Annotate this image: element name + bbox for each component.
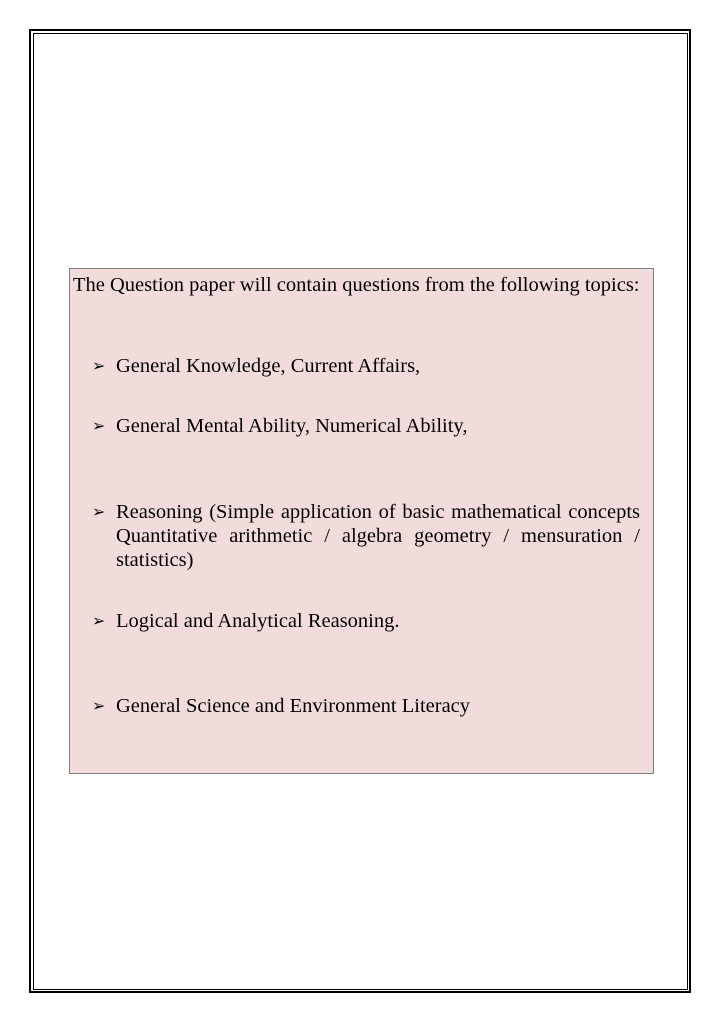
topic-text: General Mental Ability, Numerical Ability, (116, 415, 468, 437)
arrow-bullet-icon: ➢ (92, 416, 106, 435)
topic-text: Reasoning (Simple application of basic mathematical concepts Quantitative arithmetic / algebra geometry / mensuration / statistics) (116, 501, 640, 571)
topic-item-logical-reasoning (92, 609, 640, 633)
arrow-bullet-icon: ➢ (92, 611, 106, 630)
arrow-bullet-icon: ➢ (92, 356, 106, 375)
topics-box (69, 268, 654, 774)
topic-text: General Knowledge, Current Affairs, (116, 355, 421, 377)
topic-text: Logical and Analytical Reasoning. (116, 610, 400, 632)
topic-item-general-knowledge (92, 354, 640, 378)
topic-text: General Science and Environment Literacy (116, 695, 471, 717)
topic-item-reasoning (92, 500, 640, 572)
arrow-bullet-icon: ➢ (92, 502, 106, 521)
intro-text: The Question paper will contain questions from the following topics: (73, 274, 640, 296)
topic-item-general-science (92, 694, 640, 718)
arrow-bullet-icon: ➢ (92, 696, 106, 715)
topic-item-mental-ability (92, 414, 640, 438)
